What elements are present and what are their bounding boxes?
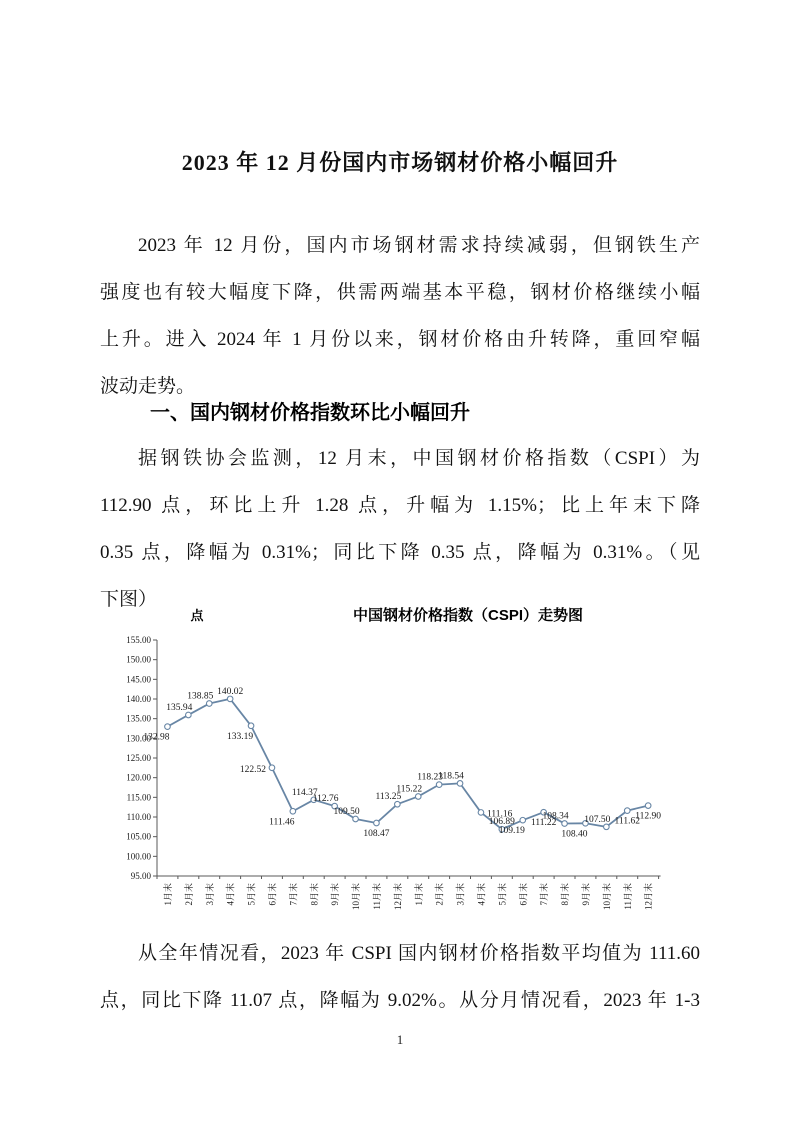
chart-point bbox=[457, 781, 463, 787]
chart-x-tick-label: 3月末 bbox=[204, 883, 215, 906]
chart-y-tick-label: 150.00 bbox=[126, 654, 151, 665]
chart-point bbox=[562, 821, 568, 827]
text-line: 据钢铁协会监测，12 月末，中国钢材价格指数（CSPI）为 bbox=[138, 448, 700, 469]
chart-point bbox=[248, 723, 254, 729]
text-line: 波动走势。 bbox=[100, 376, 196, 397]
cspi-line-chart bbox=[95, 593, 715, 928]
chart-point bbox=[374, 820, 380, 826]
chart-y-tick-label: 125.00 bbox=[126, 753, 151, 763]
chart-y-tick-label: 105.00 bbox=[126, 831, 151, 842]
chart-x-tick-label: 8月末 bbox=[560, 883, 571, 906]
chart-point bbox=[206, 701, 212, 707]
chart-data-label: 122.52 bbox=[239, 764, 266, 775]
paragraph-yearly bbox=[100, 930, 700, 1024]
chart-y-tick-label: 115.00 bbox=[126, 792, 151, 803]
chart-x-tick-label: 12月末 bbox=[643, 883, 654, 911]
chart-y-tick-label: 100.00 bbox=[126, 851, 151, 862]
text-line: 强度也有较大幅度下降，供需两端基本平稳，钢材价格继续小幅 bbox=[100, 282, 700, 303]
chart-data-label: 114.37 bbox=[291, 787, 318, 798]
chart-x-tick-label: 4月末 bbox=[225, 883, 236, 906]
chart-point bbox=[624, 808, 630, 814]
chart-x-tick-label: 6月末 bbox=[518, 883, 529, 906]
chart-point bbox=[645, 803, 651, 809]
text-line: 0.35 点，降幅为 0.31%；同比下降 0.35 点，降幅为 0.31%。（见 bbox=[100, 542, 700, 563]
chart-point bbox=[478, 810, 484, 816]
chart-x-tick-label: 9月末 bbox=[580, 883, 591, 906]
text-line: 点，同比下降 11.07 点，降幅为 9.02%。从分月情况看，2023 年 1-3 bbox=[100, 990, 700, 1011]
chart-point bbox=[395, 801, 401, 807]
chart-x-tick-label: 10月末 bbox=[601, 883, 612, 911]
chart-x-tick-label: 6月末 bbox=[267, 883, 278, 906]
text-line: 从全年情况看，2023 年 CSPI 国内钢材价格指数平均值为 111.60 bbox=[138, 943, 700, 964]
chart-data-label: 138.85 bbox=[187, 691, 214, 702]
chart-x-tick-label: 9月末 bbox=[330, 883, 341, 906]
chart-data-label: 108.34 bbox=[542, 811, 569, 822]
chart-data-label: 111.22 bbox=[530, 818, 557, 829]
chart-point bbox=[186, 712, 192, 718]
chart-data-label: 108.40 bbox=[561, 829, 588, 840]
chart-data-label: 107.50 bbox=[584, 814, 611, 825]
chart-point bbox=[436, 782, 442, 788]
chart-y-tick-label: 120.00 bbox=[126, 772, 151, 783]
chart-point bbox=[165, 724, 171, 730]
chart-x-tick-label: 12月末 bbox=[392, 883, 403, 911]
chart-y-unit-label: 点 bbox=[190, 608, 204, 623]
chart-point bbox=[415, 794, 421, 800]
chart-y-tick-label: 95.00 bbox=[130, 871, 151, 881]
chart-x-tick-label: 2月末 bbox=[183, 883, 194, 906]
chart-y-tick-label: 130.00 bbox=[126, 733, 151, 744]
chart-data-label: 135.94 bbox=[166, 702, 193, 713]
chart-data-label: 111.62 bbox=[614, 816, 640, 827]
chart-point bbox=[269, 765, 275, 771]
chart-y-tick-label: 145.00 bbox=[126, 674, 151, 685]
chart-data-label: 109.50 bbox=[333, 806, 360, 817]
chart-data-label: 133.19 bbox=[226, 731, 254, 742]
page-number: 1 bbox=[396, 1032, 404, 1047]
chart-x-tick-label: 5月末 bbox=[497, 883, 508, 906]
text-line: 下图） bbox=[100, 589, 158, 610]
chart-point bbox=[604, 824, 610, 830]
chart-data-label: 108.47 bbox=[363, 829, 390, 840]
chart-x-tick-label: 3月末 bbox=[455, 883, 466, 906]
document-title: 2023 年 12 月份国内市场钢材价格小幅回升 bbox=[181, 150, 619, 175]
chart-data-label: 112.76 bbox=[312, 794, 339, 805]
chart-x-tick-label: 8月末 bbox=[309, 883, 320, 906]
chart-data-label: 111.16 bbox=[486, 809, 513, 820]
chart-x-tick-label: 11月末 bbox=[371, 883, 382, 910]
chart-data-label: 115.22 bbox=[396, 784, 423, 795]
chart-y-tick-label: 155.00 bbox=[126, 635, 151, 645]
chart-data-label: 132.98 bbox=[143, 732, 170, 743]
chart-x-tick-label: 4月末 bbox=[476, 883, 487, 906]
chart-y-tick-label: 135.00 bbox=[126, 713, 151, 724]
chart-y-tick-label: 140.00 bbox=[126, 694, 151, 704]
chart-data-label: 111.46 bbox=[269, 817, 295, 828]
chart-data-label: 109.19 bbox=[498, 826, 525, 837]
text-line: 上升。进入 2024 年 1 月份以来，钢材价格由升转降，重回窄幅 bbox=[100, 329, 700, 350]
chart-point bbox=[353, 816, 359, 822]
chart-x-tick-label: 2月末 bbox=[434, 883, 445, 906]
text-line: 112.90 点，环比上升 1.28 点，升幅为 1.15%；比上年末下降 bbox=[100, 495, 700, 516]
paragraph-intro bbox=[100, 222, 700, 410]
chart-x-tick-label: 1月末 bbox=[162, 883, 173, 906]
chart-x-tick-label: 7月末 bbox=[539, 883, 550, 906]
chart-x-tick-label: 5月末 bbox=[246, 883, 257, 906]
chart-point bbox=[227, 696, 233, 702]
chart-data-label: 106.89 bbox=[488, 817, 515, 828]
chart-data-label: 118.54 bbox=[438, 771, 464, 782]
chart-x-tick-label: 7月末 bbox=[288, 883, 299, 906]
chart-data-label: 118.23 bbox=[417, 772, 444, 783]
chart-data-label: 113.25 bbox=[375, 792, 402, 803]
chart-point bbox=[290, 808, 296, 814]
chart-data-label: 140.02 bbox=[217, 686, 244, 697]
text-line: 2023 年 12 月份，国内市场钢材需求持续减弱，但钢铁生产 bbox=[138, 235, 700, 256]
chart-x-tick-label: 11月末 bbox=[622, 883, 633, 910]
chart-data-label: 112.90 bbox=[635, 811, 662, 822]
section-heading: 一、国内钢材价格指数环比小幅回升 bbox=[150, 402, 470, 424]
cspi-chart-svg bbox=[95, 593, 715, 928]
chart-x-tick-label: 10月末 bbox=[351, 883, 362, 911]
chart-point bbox=[520, 817, 526, 823]
chart-title: 中国钢材价格指数（CSPI）走势图 bbox=[352, 607, 584, 624]
chart-y-tick-label: 110.00 bbox=[126, 812, 151, 822]
chart-x-tick-label: 1月末 bbox=[413, 883, 424, 906]
